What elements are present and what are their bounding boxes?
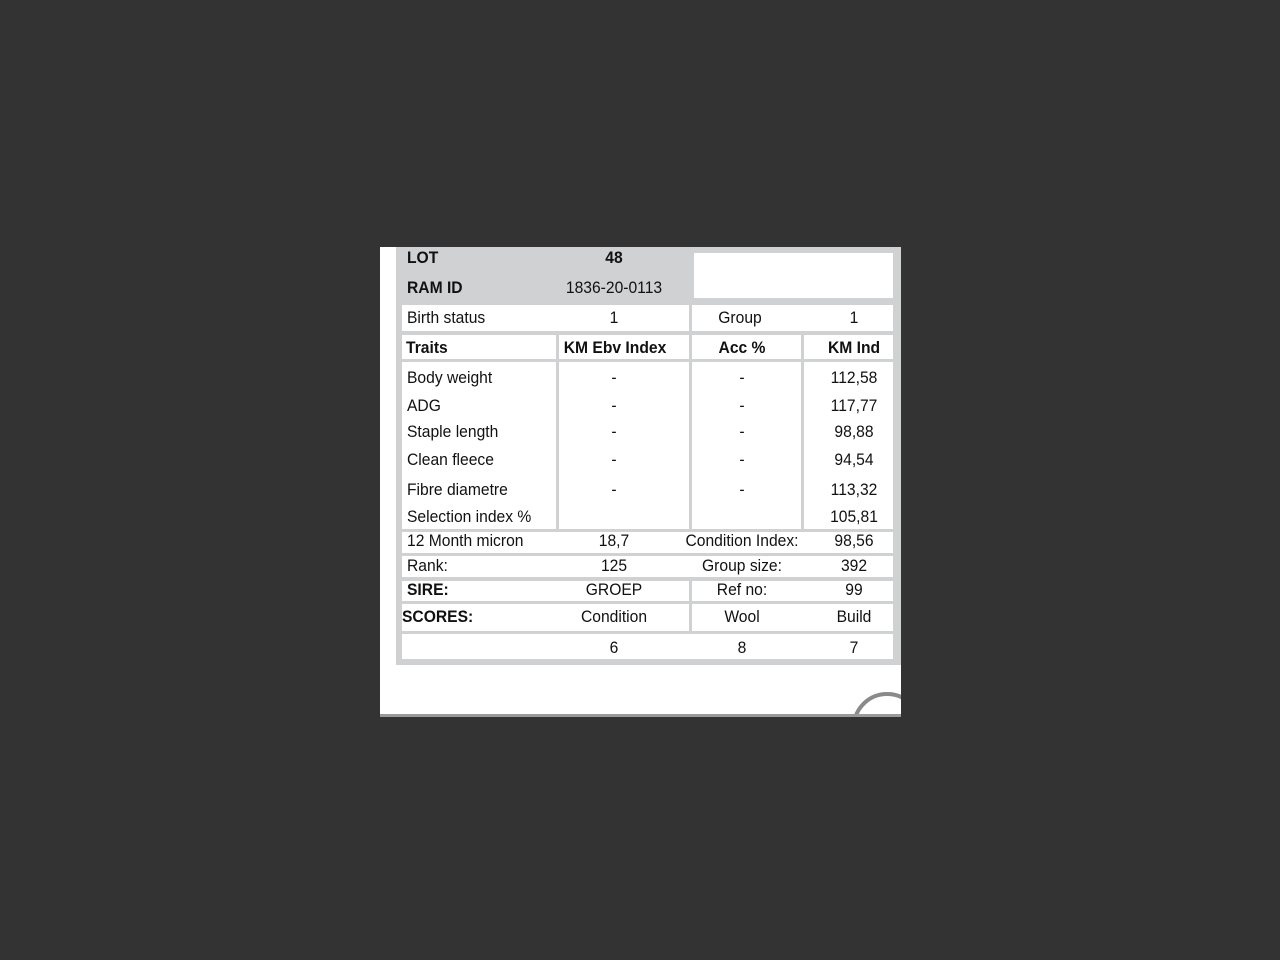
micron-value: 18,7	[598, 531, 630, 550]
trait-ebv: -	[611, 396, 617, 415]
trait-name: Body weight	[407, 368, 493, 387]
ref-label: Ref no:	[716, 580, 768, 599]
trait-acc: -	[739, 480, 745, 499]
score-value-condition: 6	[609, 638, 619, 657]
group-size-value: 392	[840, 556, 868, 575]
header-km-ind: KM Ind	[827, 338, 881, 357]
stamp-clip	[380, 247, 901, 714]
ram-id-label: RAM ID	[407, 278, 463, 297]
score-header-condition: Condition	[580, 607, 648, 626]
trait-ind: 112,58	[830, 368, 878, 387]
header-ebv-index: KM Ebv Index	[563, 338, 667, 357]
score-value-build: 7	[849, 638, 859, 657]
trait-ebv: -	[611, 422, 617, 441]
sire-value: GROEP	[585, 580, 643, 599]
trait-name: ADG	[407, 396, 441, 415]
header-traits: Traits	[406, 338, 448, 357]
micron-label: 12 Month micron	[407, 531, 524, 550]
scores-label: SCORES:	[402, 607, 474, 626]
group-size-label: Group size:	[702, 556, 782, 575]
score-header-wool: Wool	[724, 607, 760, 626]
score-value-wool: 8	[737, 638, 747, 657]
group-value: 1	[849, 308, 859, 327]
trait-name: Selection index %	[407, 507, 532, 526]
trait-ind: 94,54	[834, 450, 874, 469]
header-acc: Acc %	[718, 338, 766, 357]
trait-ind: 98,88	[834, 422, 874, 441]
condition-index-label: Condition Index:	[685, 531, 799, 550]
trait-name: Clean fleece	[407, 450, 494, 469]
trait-ind: 113,32	[830, 480, 878, 499]
trait-name: Staple length	[407, 422, 499, 441]
group-label: Group	[718, 308, 762, 327]
lot-value: 48	[605, 248, 623, 267]
trait-name: Fibre diametre	[407, 480, 508, 499]
trait-acc: -	[739, 396, 745, 415]
rank-value: 125	[600, 556, 628, 575]
circle-stamp-icon	[852, 692, 901, 714]
trait-ind: 105,81	[830, 507, 878, 526]
lot-label: LOT	[407, 248, 439, 267]
condition-index-value: 98,56	[834, 531, 874, 550]
score-header-build: Build	[836, 607, 872, 626]
trait-acc: -	[739, 450, 745, 469]
sire-label: SIRE:	[407, 580, 449, 599]
trait-ebv: -	[611, 480, 617, 499]
ram-id-value: 1836-20-0113	[565, 278, 663, 297]
birth-status-value: 1	[609, 308, 619, 327]
birth-status-label: Birth status	[407, 308, 486, 327]
rank-label: Rank:	[407, 556, 448, 575]
trait-acc: -	[739, 422, 745, 441]
trait-acc: -	[739, 368, 745, 387]
ref-value: 99	[845, 580, 863, 599]
trait-ebv: -	[611, 368, 617, 387]
trait-ind: 117,77	[830, 396, 878, 415]
trait-ebv: -	[611, 450, 617, 469]
